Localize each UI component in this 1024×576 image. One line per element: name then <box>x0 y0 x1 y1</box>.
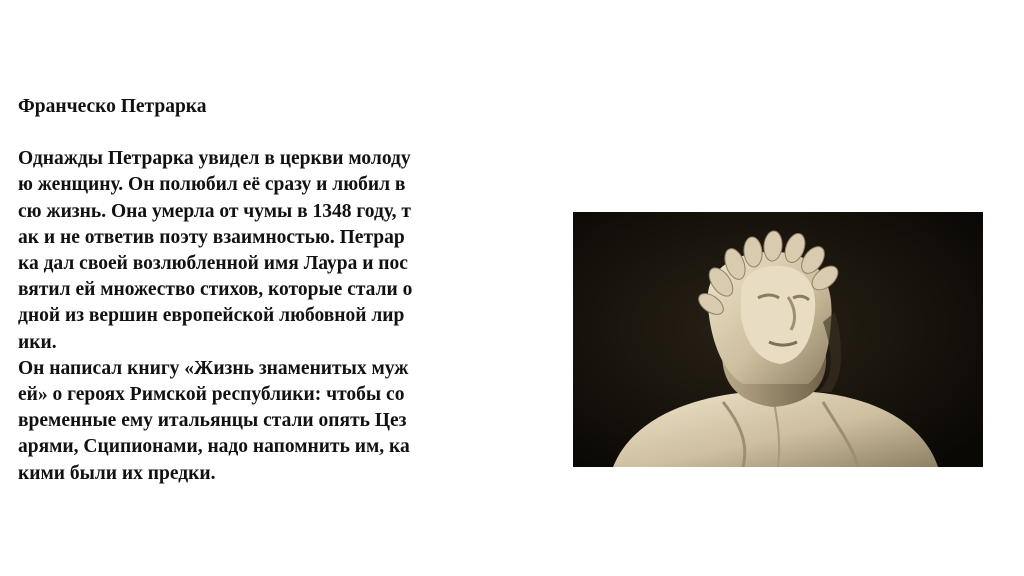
text-line: арями, Сципионами, надо напомнить им, ка <box>18 436 410 458</box>
paragraph-2 <box>18 356 518 487</box>
paragraph-1 <box>18 146 518 356</box>
text-line: Однажды Петрарка увидел в церкви молоду <box>18 148 411 170</box>
text-line: ка дал своей возлюбленной имя Лаура и пос <box>18 253 408 275</box>
text-line: временные ему итальянцы стали опять Цез <box>18 410 407 432</box>
text-line: ю женщину. Он полюбил её сразу и любил в <box>18 174 406 196</box>
text-line: кими были их предки. <box>18 462 216 484</box>
text-line: вятил ей множество стихов, которые стали о <box>18 279 413 301</box>
statue-illustration <box>573 212 983 467</box>
statue-photo <box>573 212 983 467</box>
text-block <box>18 94 518 487</box>
slide-title: Франческо Петрарка <box>18 96 207 117</box>
text-line: ак и не ответив поэту взаимностью. Петрар <box>18 226 405 248</box>
text-line: ики. <box>18 331 57 353</box>
text-line: сю жизнь. Она умерла от чумы в 1348 году, т <box>18 200 411 222</box>
text-line: ей» о героях Римской республики: чтобы со <box>18 384 405 406</box>
text-line: дной из вершин европейской любовной лир <box>18 305 405 327</box>
text-line: Он написал книгу «Жизнь знаменитых муж <box>18 357 409 379</box>
